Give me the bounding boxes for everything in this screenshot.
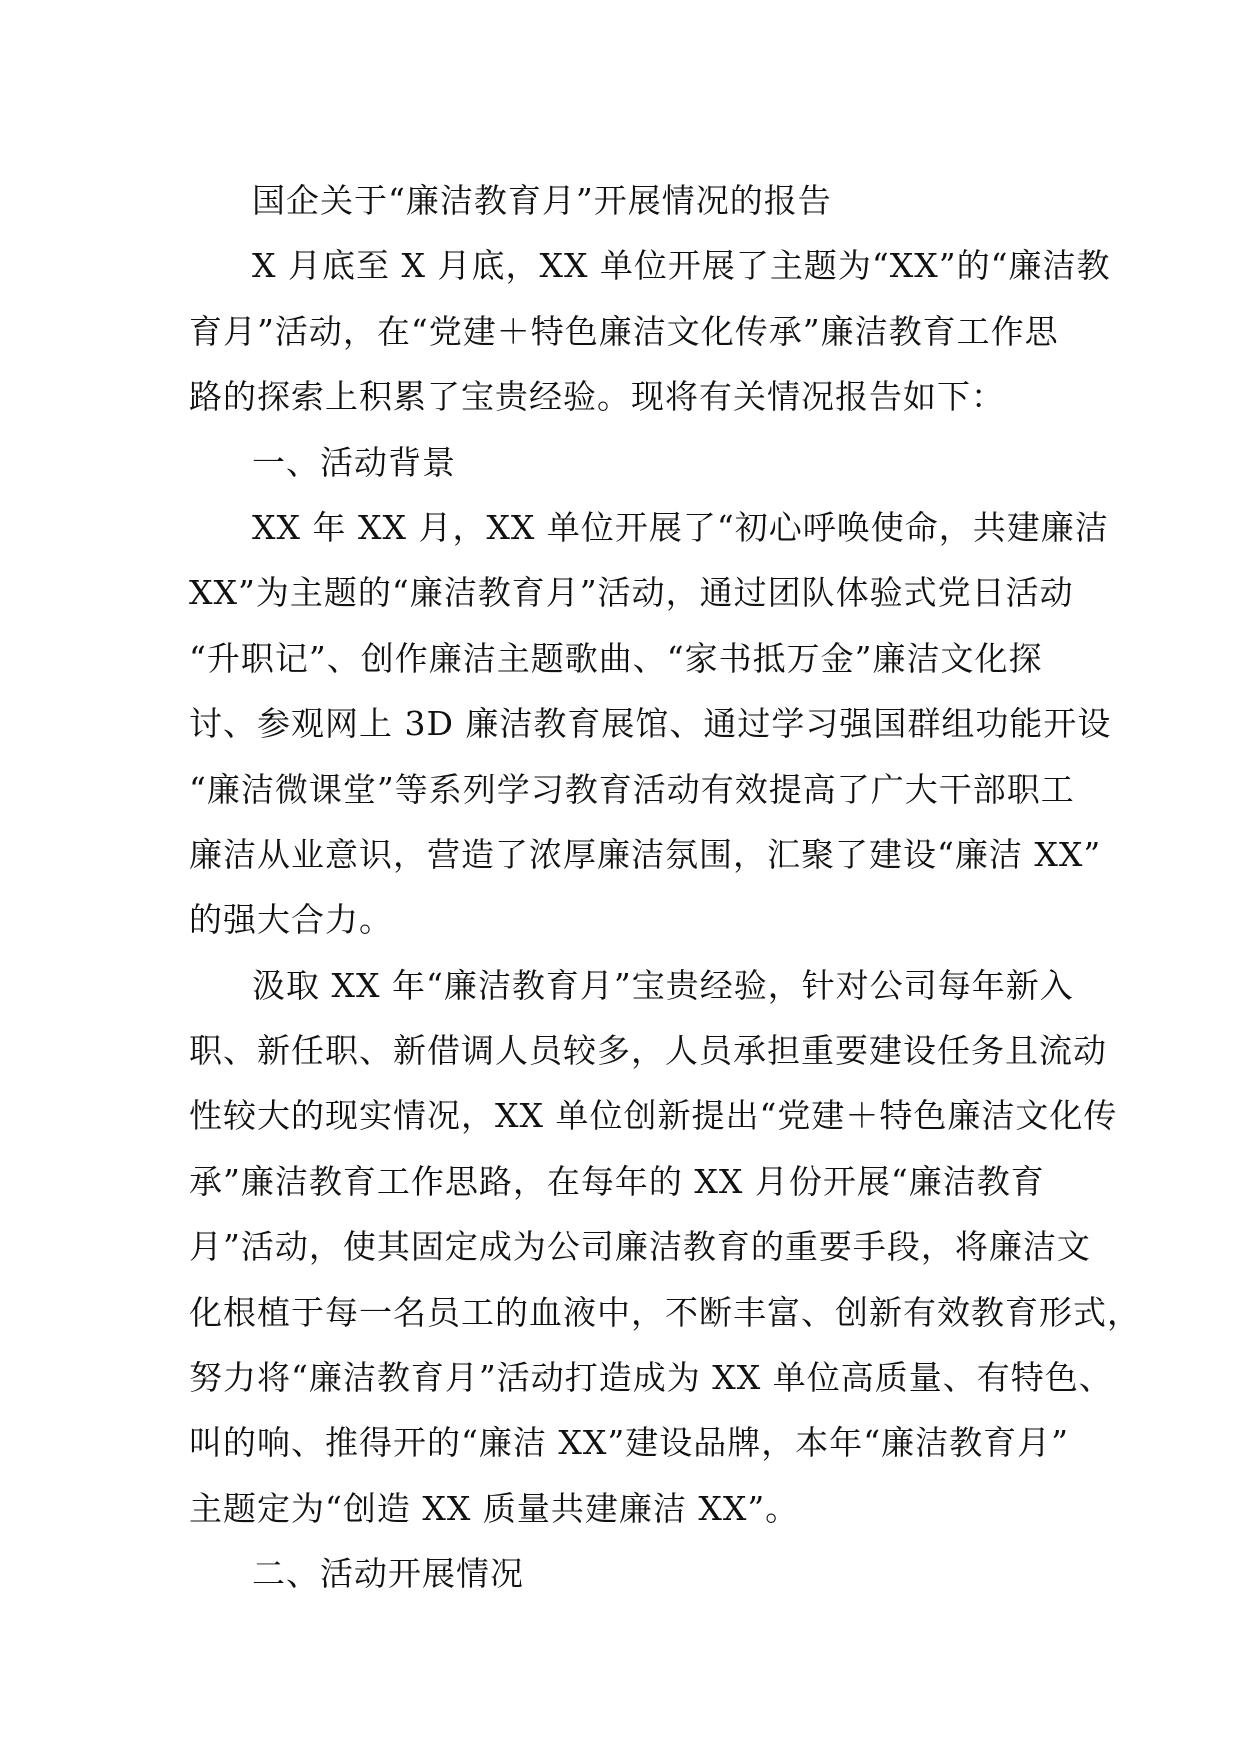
document-body: [189, 168, 1141, 1607]
text-line: 月”活动，使其固定成为公司廉洁教育的重要手段，将廉洁文: [189, 1227, 1091, 1267]
text-line: 努力将“廉洁教育月”活动打造成为 XX 单位高质量、有特色、: [189, 1358, 1113, 1398]
document-title-line: 国企关于“廉洁教育月”开展情况的报告: [252, 181, 832, 220]
text-line: 的强大合力。: [189, 900, 393, 940]
text-line: 讨、参观网上 3D 廉洁教育展馆、通过学习强国群组功能开设: [189, 704, 1112, 744]
text-line: 性较大的现实情况，XX 单位创新提出“党建＋特色廉洁文化传: [189, 1096, 1118, 1136]
text-line: 育月”活动，在“党建＋特色廉洁文化传承”廉洁教育工作思: [189, 311, 1059, 351]
text-line: “廉洁微课堂”等系列学习教育活动有效提高了广大干部职工: [189, 769, 1075, 809]
text-line: XX”为主题的“廉洁教育月”活动，通过团队体验式党日活动: [189, 573, 1074, 613]
section-heading-line: 二、活动开展情况: [252, 1554, 524, 1594]
section-heading-line: 一、活动背景: [252, 442, 456, 482]
text-line: 廉洁从业意识，营造了浓厚廉洁氛围，汇聚了建设“廉洁 XX”: [189, 834, 1102, 874]
text-line: 职、新任职、新借调人员较多，人员承担重要建设任务且流动: [189, 1031, 1107, 1071]
text-line: 汲取 XX 年“廉洁教育月”宝贵经验，针对公司每年新入: [252, 965, 1074, 1005]
text-line: XX 年 XX 月，XX 单位开展了“初心呼唤使命，共建廉洁: [252, 507, 1109, 547]
text-line: 路的探索上积累了宝贵经验。现将有关情况报告如下：: [189, 377, 1005, 417]
text-line: “升职记”、创作廉洁主题歌曲、“家书抵万金”廉洁文化探: [189, 638, 1043, 678]
text-line: 主题定为“创造 XX 质量共建廉洁 XX”。: [189, 1488, 800, 1528]
text-line: 叫的响、推得开的“廉洁 XX”建设品牌，本年“廉洁教育月”: [189, 1423, 1069, 1463]
text-line: 承”廉洁教育工作思路，在每年的 XX 月份开展“廉洁教育: [189, 1161, 1045, 1201]
text-line: 化根植于每一名员工的血液中，不断丰富、创新有效教育形式，: [189, 1292, 1141, 1332]
text-line: X 月底至 X 月底，XX 单位开展了主题为“XX”的“廉洁教: [252, 246, 1111, 286]
